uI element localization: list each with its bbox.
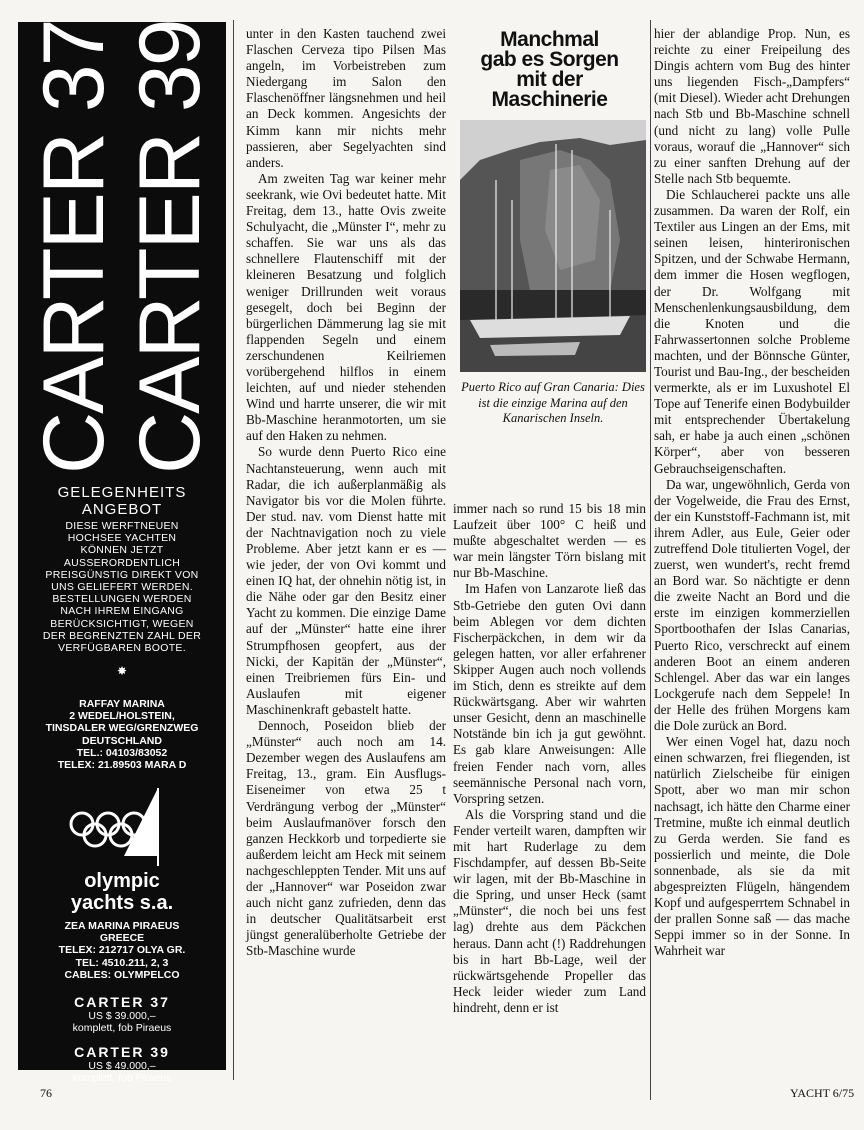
ad-offer-line: DER BEGRENZTEN ZAHL DER: [42, 629, 202, 642]
article-paragraph: So wurde denn Puerto Rico eine Nachtansteuerung, wenn auch mit Radar, die ich außerplanmäßig als Navigator bis vor die Molen führte. Der stud. nav. vom Dienst hatte mit der Nachtnavigation noch zu viele Probleme. Aber jetzt kann er es — wie jeder, der von Ovi kommt und einen IQ hat, der ohnehin nötig ist, in die Nähe oder gar den Besitz einer Yacht zu kommen. Die einzige Dame auf der „Münster“ hatte eine ihrer Strumpfhosen geopfert, aus der Nicki, der Kapitän der „Münster“, einen Treibriemen fürs Ein- und Auslaufen mit eigener Maschinenkraft gebastelt hatte.: [246, 444, 446, 717]
ad-dealer-line: DEUTSCHLAND: [82, 734, 162, 747]
offer-model: CARTER 37: [74, 994, 170, 1010]
article-column-2: [453, 501, 646, 1016]
ad-dealer-line: TELEX: 21.89503 MARA D: [57, 759, 187, 772]
ad-dealer-address: [18, 698, 226, 771]
olympic-rings-icon: [66, 810, 184, 850]
column-rule: [650, 20, 651, 1100]
headline-line: mit der: [516, 68, 583, 91]
offer-terms: komplett, fob Piraeus: [72, 1072, 172, 1084]
article-paragraph: Dennoch, Poseidon blieb der „Münster“ auch noch am 14. Dezember wegen des Auslaufens am Freitag, 13., gram. Ein Ausflugs-Eiseneimer von etwa 25 t Verdrängung verbog der „Münster“ beim Auslaufmanöver forsch den ganzen Heckkorb und torpedierte sie außerdem leicht am Heck mit seinem nachgeschleppten Tender. Mit uns auf der „Hannover“ war Poseidon zwar auch nicht ganz zufrieden, denn das in deutscher Qualitätsarbeit erst jüngst generalüberholte Getriebe der Stb-Maschine wurde: [246, 718, 446, 959]
ad-watermark: [18, 22, 226, 474]
star-icon: ✸: [116, 664, 128, 678]
offer-model: CARTER 39: [74, 1044, 170, 1060]
ad-builder-line: GREECE: [99, 932, 145, 945]
offer-price: US $ 49.000,–: [88, 1060, 156, 1072]
ad-builder-line: TEL: 4510.211, 2, 3: [75, 956, 169, 969]
article-paragraph: Wer einen Vogel hat, dazu noch einen schwarzen, frei fliegenden, ist natürlich Zielscheibe für einigen Spott, aber wo man mir schon nachsagt, ich hätte den Charme einer Tretmine, mußte ich einmal deutlich zu Gerda werden. Sie fand es possierlich und meinte, die Dole sonnenbade, als sie da mit abgespreizten Flügeln, hängendem Kopf und aufgesperrtem Schnabel in der prallen Sonne saß — das mache Seppi immer so in der Sonne. In Wahrheit war: [654, 734, 850, 959]
ad-offer-text: [18, 520, 226, 654]
ad-heading-line: ANGEBOT: [81, 501, 163, 518]
page-number: 76: [40, 1086, 52, 1100]
marina-photo: [460, 120, 646, 372]
article-paragraph: unter in den Kasten tauchend zwei Flaschen Cerveza tipo Pilsen Mas angeln, im Vorbeistreben zum Niedergang im Salon den Flaschenöffner längsnehmen und heil an Deck kommen. Angesichts der Kimm kann mir nichts mehr passieren, aber Segelyachten sind anders.: [246, 26, 446, 170]
price-carter-37: [18, 994, 226, 1034]
ad-builder-address: [18, 920, 226, 981]
ad-dealer-line: RAFFAY MARINA: [79, 698, 165, 710]
article-paragraph: Im Hafen von Lanzarote ließ das Stb-Getriebe den guten Ovi dann beim Ablegen vor dem dichten Fischerpäckchen, in dem wir da gelegen hatten, vor aller erfahrener Skipper Augen auch noch vollends im Stich, denn es streikte auf dem Rückwärtsgang. Aber wir wahrten unser Gesicht, denn an maschinelle Notstände bin ich ja gut gewöhnt. Es gab klare Anweisungen: Alle freien Fender nach vorn, alles seemännische Personal nach vorn, Vorspring setzen.: [453, 581, 646, 806]
ad-offer-line: BERÜCKSICHTIGT, WEGEN: [50, 617, 194, 630]
ad-heading: [18, 484, 226, 518]
ad-builder-line: TELEX: 212717 OLYA GR.: [58, 944, 186, 957]
carter-yacht-advertisement: [18, 20, 226, 1084]
article-column-3: [654, 26, 850, 959]
ad-dealer-line: TINSDALER WEG/GRENZWEG: [45, 722, 199, 735]
brand-line: olympic: [84, 870, 160, 892]
article-headline: [453, 30, 646, 110]
headline-line: gab es Sorgen: [480, 48, 619, 71]
ad-builder-line: CABLES: OLYMPELCO: [64, 968, 180, 981]
offer-price: US $ 39.000,–: [88, 1010, 156, 1022]
ad-offer-line: PREISGÜNSTIG DIREKT VON: [45, 568, 199, 581]
ad-builder-line: ZEA MARINA PIRAEUS: [64, 920, 180, 932]
headline-line: Manchmal: [500, 28, 599, 51]
ad-offer-line: UNS GELIEFERT WERDEN.: [51, 581, 193, 594]
column-rule: [233, 20, 234, 1080]
ad-offer-line: HOCHSEE YACHTEN: [67, 532, 177, 545]
ad-offer-line: KÖNNEN JETZT: [80, 544, 164, 557]
ad-offer-line: NACH IHREM EINGANG: [60, 605, 184, 618]
photo-caption: Puerto Rico auf Gran Canaria: Dies ist die einzige Marina auf den Kanarischen Inseln.: [461, 380, 645, 425]
ad-watermark-carter-37: CARTER 37: [26, 20, 122, 474]
issue-label: YACHT 6/75: [790, 1086, 855, 1100]
price-carter-39: [18, 1044, 226, 1084]
ad-dealer-line: TEL.: 04103/83052: [76, 746, 168, 759]
article-paragraph: Da war, ungewöhnlich, Gerda von der Vogelweide, die Frau des Ernst, der ein Kunststoff-Fachmann ist, mit ihrem Adler, aus Eule, Geier oder zutreffend Dole titulierten Vogel, der zuerst, wen wundert's, recht fremd an Bord war. So nächtigte er denn die zweite Nacht an Bord und die erste im einzigen kommerziellen Sportboothafen der Islas Canarias, Puerto Rico, verschreckt auf einem anderen Boot an einem anderen Schlengel. Aber das war ein langes Lockgerufe nach dem Seppele! In der Helle des frühen Morgens kam die Dole zurück an Bord.: [654, 476, 850, 734]
headline-line: Maschinerie: [491, 88, 608, 111]
article-paragraph: Am zweiten Tag war keiner mehr seekrank, wie Ovi bedeutet hatte. Mit Freitag, dem 13., hatte Ovis zweite Schulyacht, die „Münster I“, mehr zu schaffen. Sie war uns als das schnellere Flautenschiff mit der kleineren Besatzung und folglich weniger Drillrunden weit voraus gesegelt, doch bei Beginn der bürgerlichen Dämmerung lag sie mit flappenden Segeln und einem zerschundenen Keilriemen vorübergehend hilflos in einem leichten, auf und nieder stehenden Wind und harrte unserer, die wir mit Bb-Maschine heranmotorten, um sie auf den Haken zu nehmen.: [246, 170, 446, 444]
article-paragraph: Die Schlaucherei packte uns alle zusammen. Da waren der Rolf, ein Textiler aus Lingen an der Ems, mit seinen leisen, hinterironischen Spitzen, und der Schwabe Hermann, dem immer die Hosen wegflogen, der Dr. Wolfgang mit Menschenlenkungsausbildung, dem die Knoten und die Fahrwassertonnen solche Probleme machten, und der Bönnsche Günter, Tourist und Bau-Ing., der bescheiden vermerkte, als er im Luxushotel El Tope auf Tenerife einen Bodybuilder mit entsprechender Übertakelung sah, er habe ja auch einen „schönen Körper“, aber von besseren Gebrauchseigenschaften.: [654, 186, 850, 476]
ad-dealer-line: 2 WEDEL/HOLSTEIN,: [69, 710, 175, 723]
ad-offer-line: BESTELLUNGEN WERDEN: [52, 593, 192, 606]
article-paragraph: Als die Vorspring stand und die Fender verteilt waren, dampften wir mit hart Ruderlage zu dem Fischdampfer, auf dessen Bb-Seite wir lagen, mit der Bb-Maschine in die Spring, und unser Heck (samt „Münster“, die noch bei uns fest lag) drehte aus dem Päckchen heraus. Dann acht (!) Raddrehungen bis in hart Bb-Lage, weil der rückwärtsgehende Propeller das Heck leider wieder zum Land hindreht, denn er ist: [453, 806, 646, 1015]
ad-offer-line: AUSSERORDENTLICH: [63, 556, 181, 569]
article-paragraph: hier der ablandige Prop. Nun, es reichte zu einer Freipeilung des Dingis achtern vom Bug des hinter uns liegenden Fisch-„Dampfers“ (mit Diesel). Wieder acht Drehungen nach Stb und Bb-Maschine schnell (und nicht zu lang) volle Pulle voraus, worauf die „Hannover“ sich zu einer sanften Drehung auf der Stelle nach Stb bequemte.: [654, 26, 850, 186]
ad-heading-line: GELEGENHEITS: [57, 484, 187, 501]
article-paragraph: immer nach so rund 15 bis 18 min Laufzeit über 100° C heiß und mußte abgeschaltet werden — es war mein längster Törn bislang mit nur Bb-Maschine.: [453, 501, 646, 581]
offer-terms: komplett, fob Piraeus: [72, 1022, 172, 1034]
ad-offer-line: VERFÜGBAREN BOOTE.: [58, 642, 186, 655]
brand-line: yachts s.a.: [70, 892, 174, 914]
ad-offer-line: DIESE WERFTNEUEN: [65, 520, 179, 532]
olympic-yachts-brand: [18, 870, 226, 914]
ad-watermark-carter-39: CARTER 39: [122, 20, 218, 474]
article-column-1: [246, 26, 446, 959]
